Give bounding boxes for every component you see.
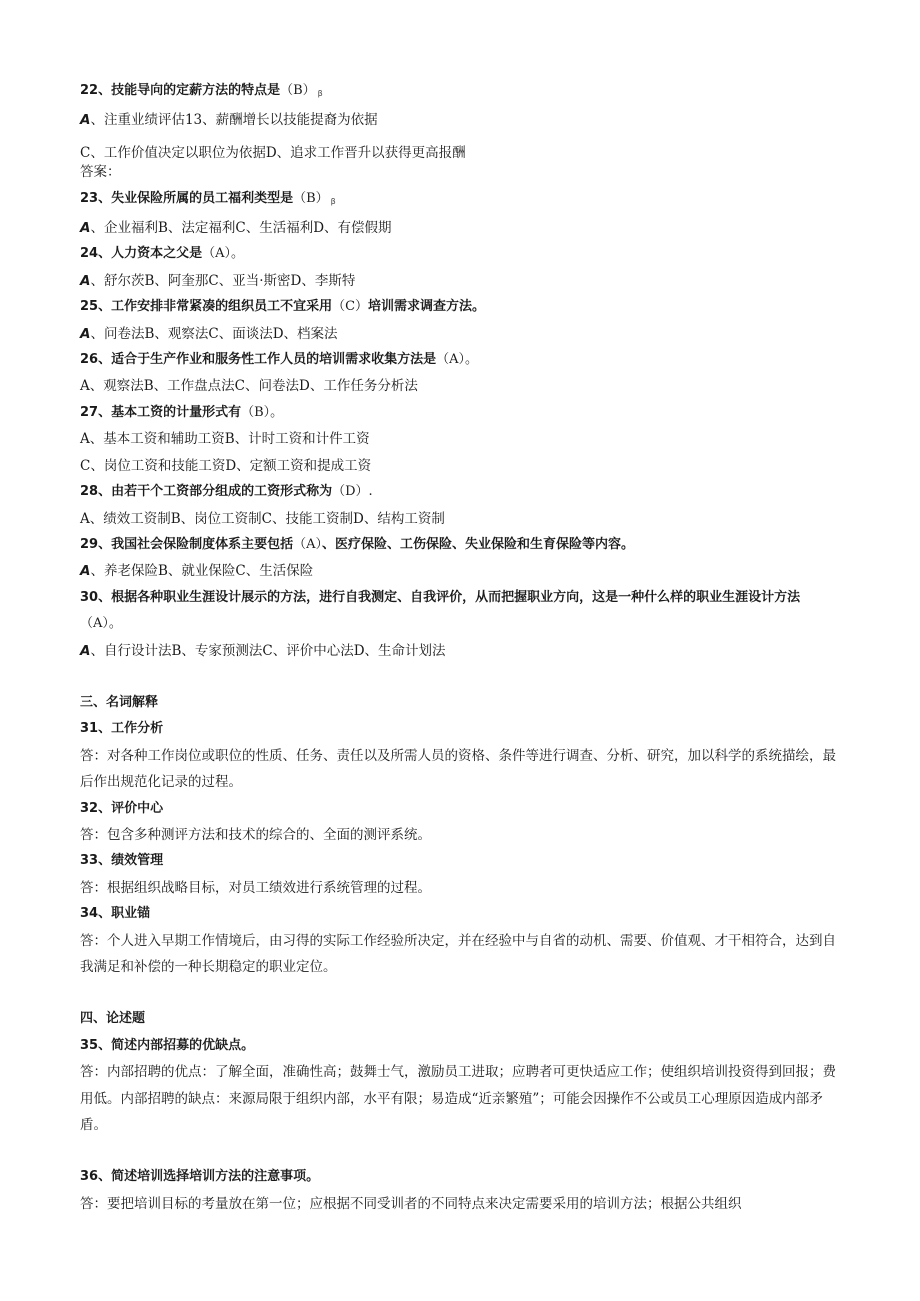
term-33-title: 33、绩效管理 [80, 853, 164, 869]
document-page [80, 78, 840, 1217]
option-lead-a: A [80, 220, 91, 237]
question-25-tail: 培训需求调查方法。 [368, 299, 486, 315]
question-22-mark: β [317, 89, 323, 98]
question-24-answer: （A）。 [202, 246, 244, 262]
question-26 [80, 347, 840, 373]
options-text: 、养老保险B、就业保险C、生活保险 [90, 563, 314, 580]
question-30 [80, 585, 840, 638]
question-23-options [80, 215, 840, 241]
options-text: 、舒尔茨B、阿奎那C、亚当·斯密D、李斯特 [90, 272, 356, 289]
question-27-options-2: C、岗位工资和技能工资D、定额工资和提成工资 [80, 457, 372, 474]
question-30-text: 30、根据各种职业生涯设计展示的方法，进行自我测定、自我评价，从而把握职业方向，这是一种什么样的职业生涯设计方法 [80, 589, 801, 605]
question-29 [80, 532, 840, 558]
question-24-options [80, 268, 840, 294]
question-29-answer: （A） [293, 536, 322, 552]
question-24-text: 24、人力资本之父是 [80, 246, 203, 262]
options-text: 、企业福利B、法定福利C、生活福利D、有偿假期 [90, 220, 392, 237]
term-31-answer: 答：对各种工作岗位或职位的性质、任务、责任以及所需人员的资格、条件等进行调查、分析、研究，加以科学的系统描绘，最后作出规范化记录的过程。 [80, 747, 836, 791]
question-23 [80, 186, 840, 215]
essay-36-title: 36、简述培训选择培训方法的注意事项。 [80, 1169, 320, 1185]
term-32-title: 32、评价中心 [80, 800, 164, 816]
question-27-options-1: A、基本工资和辅助工资B、计时工资和计件工资 [80, 431, 370, 448]
question-28-answer: （D）. [332, 484, 373, 500]
question-25-options [80, 321, 840, 347]
question-23-mark: β [330, 196, 336, 206]
question-22-options-1 [80, 107, 840, 133]
options-text: 、问卷法B、观察法C、面谈法D、档案法 [90, 325, 338, 342]
term-31-title: 31、工作分析 [80, 721, 164, 737]
question-23-answer: （B） [293, 190, 329, 206]
question-29-options [80, 558, 840, 584]
option-lead-a: A [80, 563, 91, 580]
question-22-answer: （B） [280, 83, 316, 98]
question-22-options-2: C、工作价值决定以职位为依据D、追求工作晋升以获得更高报酬 [80, 144, 466, 161]
question-30-options [80, 638, 840, 664]
options-text: 、自行设计法B、专家预测法C、评价中心法D、生命计划法 [90, 642, 446, 659]
question-28-options: A、绩效工资制B、岗位工资制C、技能工资制D、结构工资制 [80, 510, 445, 527]
question-27-text: 27、基本工资的计量形式有 [80, 404, 242, 420]
essay-36-answer: 答：要把培训目标的考量放在第一位；应根据不同受训者的不同特点来决定需要采用的培训方法；根据公共组织 [80, 1195, 742, 1212]
term-32-answer: 答：包含多种测评方法和技术的综合的、全面的测评系统。 [80, 826, 431, 843]
term-34-answer: 答：个人进入早期工作情境后，由习得的实际工作经验所决定，并在经验中与自省的动机、需要、价值观、才干相符合，达到自我满足和补偿的一种长期稳定的职业定位。 [80, 932, 836, 975]
question-29-tail: 、医疗保险、工伤保险、失业保险和生育保险等内容。 [321, 536, 634, 552]
question-26-text: 26、适合于生产作业和服务性工作人员的培训需求收集方法是 [80, 352, 437, 368]
term-34-title: 34、职业锚 [80, 906, 151, 922]
question-24 [80, 241, 840, 267]
section-heading-terms: 三、名词解释 [80, 694, 159, 710]
question-26-options: A、观察法B、工作盘点法C、问卷法D、工作任务分析法 [80, 378, 418, 395]
option-lead-a: A [80, 325, 91, 342]
question-25 [80, 294, 840, 320]
option-lead-a: A [80, 112, 91, 129]
question-25-answer: （C） [332, 299, 369, 315]
answer-label: 答案： [80, 164, 121, 181]
option-lead-a: A [80, 642, 91, 659]
question-26-answer: （A）。 [436, 352, 478, 368]
question-22-text: 22、技能导向的定薪方法的特点是 [80, 83, 281, 98]
option-lead-a: A [80, 272, 91, 289]
question-28 [80, 479, 840, 505]
question-27-answer: （B）。 [241, 404, 284, 420]
essay-35-answer: 答：内部招聘的优点：了解全面，准确性高；鼓舞士气，激励员工进取；应聘者可更快适应工作；使组织培训投资得到回报；费用低。内部招聘的缺点：来源局限于组织内部，水平有限；易造成“近亲繁殖”；可能会因操作不公或员工心理原因造成内部矛盾。 [80, 1064, 836, 1134]
question-23-text: 23、失业保险所属的员工福利类型是 [80, 190, 294, 206]
question-25-text: 25、工作安排非常紧凑的组织员工不宜采用 [80, 299, 333, 315]
question-29-text: 29、我国社会保险制度体系主要包括 [80, 536, 294, 552]
question-30-answer: （A）。 [80, 616, 122, 632]
question-27 [80, 400, 840, 426]
options-text: 、注重业绩评估13、薪酬增长以技能提裔为依据 [90, 112, 378, 129]
term-33-answer: 答：根据组织战略目标，对员工绩效进行系统管理的过程。 [80, 879, 431, 896]
section-heading-essay: 四、论述题 [80, 1011, 146, 1027]
question-28-text: 28、由若干个工资部分组成的工资形式称为 [80, 484, 333, 500]
essay-35-title: 35、简述内部招募的优缺点。 [80, 1037, 255, 1053]
question-22 [80, 78, 840, 107]
